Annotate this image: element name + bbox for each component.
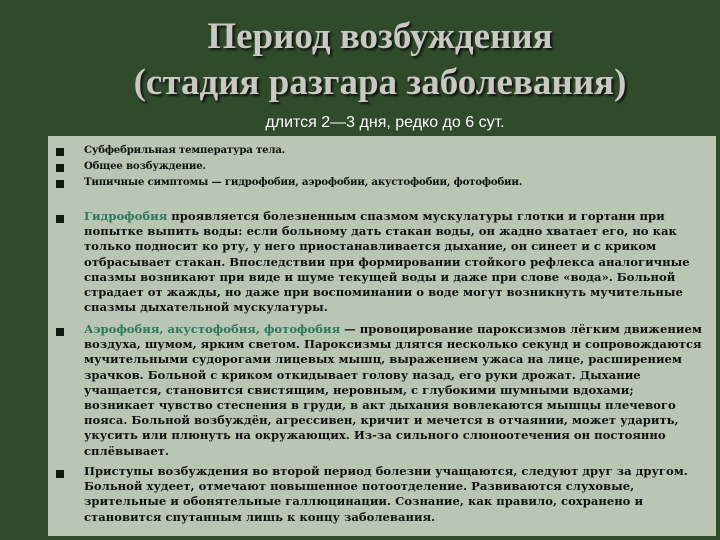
- term-aerophobia: Аэрофобия, акустофобия, фотофобия: [84, 322, 341, 336]
- bullet-text-3: Типичные симптомы — гидрофобии, аэрофобии, акустофобии, фотофобии.: [84, 176, 523, 188]
- bullet-text-6: Приступы возбуждения во второй период болезни учащаются, следуют друг за другом. Больной худеет, отмечают повышенное потоотделение. Развиваются слуховые, зрительные и обонятельные галлюцинации. Сознание, как правило, сохранено и становится спутанным лишь к концу заболевания.: [84, 464, 688, 524]
- bullet-marker: [56, 215, 64, 223]
- aerophobia-description: — провоцирование пароксизмов лёгким движением воздуха, шумом, ярким светом. Пароксизмы длятся несколько секунд и сопровождаются мучительными судорогами лицевых мышц, выражением ужаса на лице, расширением зрачков. Больной с криком откидывает голову назад, его руки дрожат. Дыхание учащается, становится свистящим, неровным, с глубокими шумными вдохами; возникает чувство стеснения в груди, в акт дыхания вовлекаются мышцы плечевого пояса. Больной возбуждён, агрессивен, кричит и мечется в отчаянии, может ударить, укусить или плюнуть на окружающих. Из-за сильного слюноотечения он постоянно сплёвывает.: [84, 322, 702, 458]
- bullet-marker: [56, 164, 64, 172]
- bullet-text-1: Субфебрильная температура тела.: [84, 144, 286, 156]
- bullet-marker: [56, 470, 64, 478]
- bullet-marker: [56, 180, 64, 188]
- title-line-1: Период возбуждения: [207, 16, 553, 57]
- bullet-marker: [56, 148, 64, 156]
- bullet-text-4: [84, 209, 702, 315]
- subtitle: длится 2—3 дня, редко до 6 сут.: [265, 114, 505, 131]
- title-line-2: (стадия разгара заболевания): [133, 62, 627, 103]
- bullet-text-5: [84, 322, 702, 459]
- bullet-marker: [56, 328, 64, 336]
- hydrophobia-description: проявляется болезненным спазмом мускулатуры глотки и гортани при попытке выпить воды: если больному дать стакан воды, он жадно хватает его, но как только подносит ко рту, у него приостанавливается дыхание, он синеет и с криком отбрасывает стакан. Впоследствии при формировании стойкого рефлекса аналогичные спазмы возникают при виде и шуме текущей воды и даже при слове «вода». Больной страдает от жажды, но даже при воспоминании о воде могут возникнуть мучительные спазмы дыхательной мускулатуры.: [84, 209, 690, 315]
- term-hydrophobia: Гидрофобия: [84, 209, 168, 223]
- bullet-text-2: Общее возбуждение.: [84, 160, 206, 172]
- slide-title: [0, 14, 720, 106]
